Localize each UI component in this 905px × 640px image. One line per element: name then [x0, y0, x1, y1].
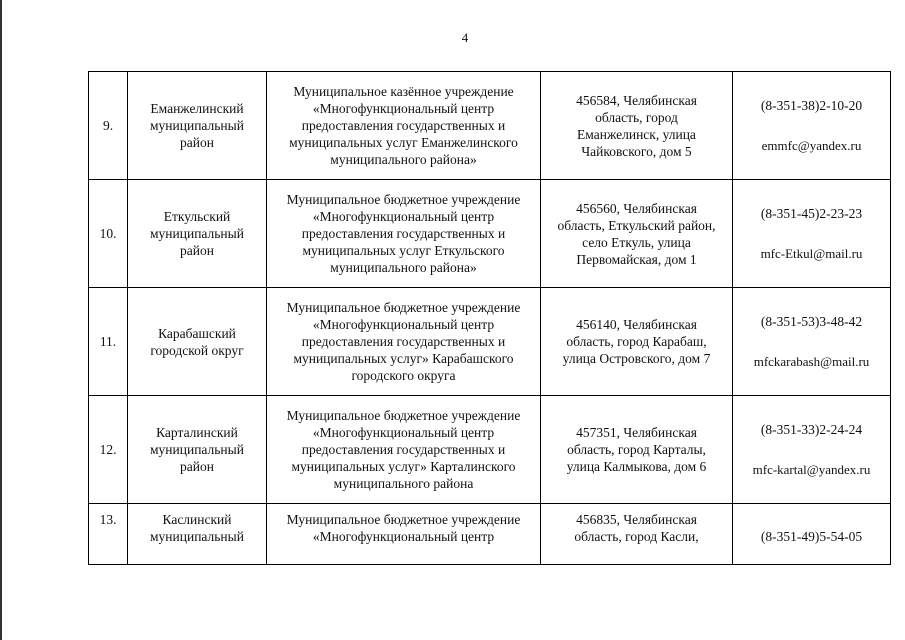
table-row — [89, 180, 891, 288]
organization-cell: Муниципальное бюджетное учреждение «Многофункциональный центр — [267, 504, 541, 565]
district-cell: Карталинский муниципальный район — [128, 396, 267, 504]
district-cell: Карабашский городской округ — [128, 288, 267, 396]
contact-cell — [733, 72, 891, 180]
email-address: mfckarabash@mail.ru — [753, 354, 870, 369]
phone-number: (8-351-33)2-24-24 — [760, 422, 863, 437]
email-address: emmfc@yandex.ru — [761, 138, 862, 153]
contact-cell — [733, 180, 891, 288]
district-cell: Каслинский муниципальный — [128, 504, 267, 565]
row-number: 10. — [89, 180, 128, 288]
address-cell: 456584, Челябинская область, город Еманжелинск, улица Чайковского, дом 5 — [541, 72, 733, 180]
address-cell: 457351, Челябинская область, город Карталы, улица Калмыкова, дом 6 — [541, 396, 733, 504]
mfc-registry-table — [88, 71, 891, 565]
phone-number: (8-351-53)3-48-42 — [760, 314, 863, 329]
address-cell: 456140, Челябинская область, город Карабаш, улица Островского, дом 7 — [541, 288, 733, 396]
district-cell: Еткульский муниципальный район — [128, 180, 267, 288]
row-number: 12. — [89, 396, 128, 504]
row-number: 9. — [89, 72, 128, 180]
scan-left-edge — [0, 0, 2, 640]
table-row — [89, 72, 891, 180]
row-number: 13. — [89, 504, 128, 565]
page-number: 4 — [461, 30, 469, 45]
contact-cell — [733, 396, 891, 504]
email-address: mfc-kartal@yandex.ru — [752, 462, 871, 477]
phone-number: (8-351-38)2-10-20 — [760, 98, 863, 113]
contact-cell — [733, 504, 891, 565]
table-row — [89, 288, 891, 396]
contact-cell — [733, 288, 891, 396]
address-cell: 456835, Челябинская область, город Касли, — [541, 504, 733, 565]
phone-number: (8-351-45)2-23-23 — [760, 206, 863, 221]
row-number: 11. — [89, 288, 128, 396]
organization-cell: Муниципальное бюджетное учреждение «Многофункциональный центр предоставления государственных и муниципальных услуг» Карталинского муниципального района — [267, 396, 541, 504]
address-cell: 456560, Челябинская область, Еткульский район, село Еткуль, улица Первомайская, дом 1 — [541, 180, 733, 288]
district-cell: Еманжелинский муниципальный район — [128, 72, 267, 180]
table-row — [89, 504, 891, 565]
organization-cell: Муниципальное казённое учреждение «Многофункциональный центр предоставления государственных и муниципальных услуг Еманжелинского муниципального района» — [267, 72, 541, 180]
phone-number: (8-351-49)5-54-05 — [760, 529, 863, 544]
table-row — [89, 396, 891, 504]
organization-cell: Муниципальное бюджетное учреждение «Многофункциональный центр предоставления государственных и муниципальных услуг» Карабашского городского округа — [267, 288, 541, 396]
email-address: mfc-Etkul@mail.ru — [760, 246, 863, 261]
organization-cell: Муниципальное бюджетное учреждение «Многофункциональный центр предоставления государственных и муниципальных услуг Еткульского муниципального района» — [267, 180, 541, 288]
